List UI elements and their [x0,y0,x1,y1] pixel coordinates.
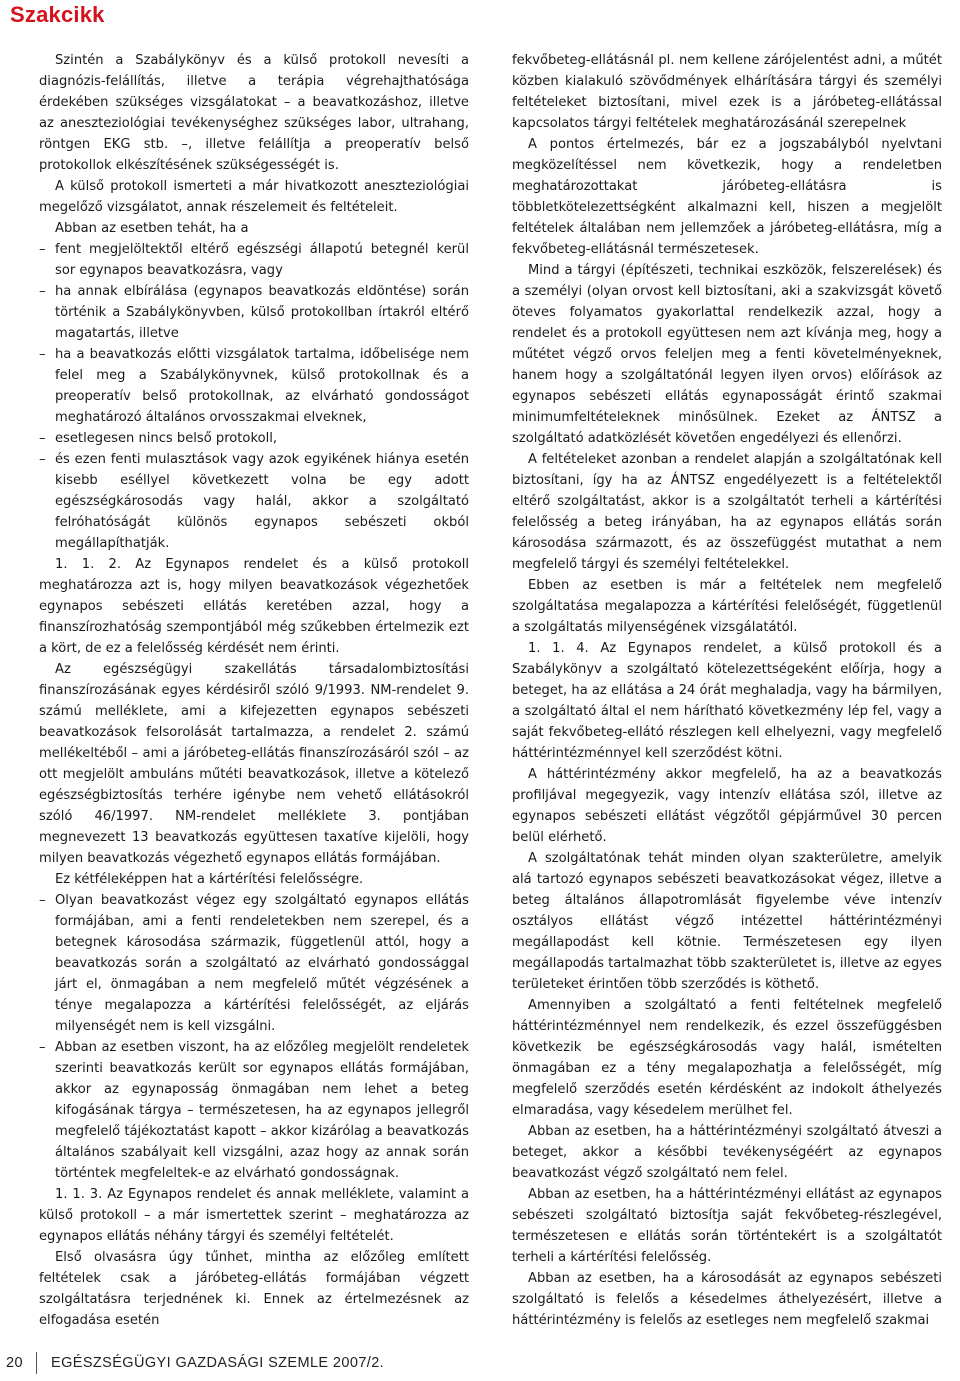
paragraph: 1. 1. 3. Az Egynapos rendelet és annak melléklete, valamint a külső protokoll – a már ismertettek szerint – meghatározza az egynapos ellátás néhány tárgyi és személyi feltételét. [39,1187,469,1244]
dash-list-item [39,344,469,428]
dash-marker [39,347,55,362]
dash-list-item-text: Abban az esetben viszont, ha az előzőleg megjelölt rendeletek szerinti beavatkozás került sor egynapos ellátás formájában, akkor az egynaposság önmagában nem lehet a beteg kifogásának tárgya – természetesen, ha az egynapos jellegről megfelelő tájékoztatást kapott – akkor kizárólag a beavatkozás általános szabályait kell vizsgálni, azaz hogy az annak során történtek megfeleltek-e az elvárható gondosságnak. [55,1040,469,1181]
dash-list-item [39,890,469,1037]
dash-marker [39,284,55,299]
paragraph: 1. 1. 4. Az Egynapos rendelet, a külső protokoll és a Szabálykönyv a szolgáltató kötelezettségeként előírja, hogy a beteget, ha az ellátása a 24 órát meghaladja, vagy ha bármilyen, a szolgáltató által el nem hárítható következmény lép fel, vagy a saját fekvőbeteg-ellátó részlegen kell elhelyezni, vagy megfelelő háttérintézménnyel kell szerződést kötni. [512,641,942,761]
journal-title: EGÉSZSÉGÜGYI GAZDASÁGI SZEMLE 2007/2. [51,1355,385,1371]
paragraph: Abban az esetben, ha a háttérintézményi ellátást az egynapos sebészeti szolgáltató biztosítja saját fekvőbeteg-részlegével, természetesen e ellátás során történtekért is a szolgáltatót terheli a kártérítési felelősség. [512,1187,942,1265]
dash-marker [39,452,55,467]
paragraph: Mind a tárgyi (építészeti, technikai eszközök, felszerelések) és a személyi (olyan orvost kell biztosítani, aki a szakvizsgát követő öteves folyamatos gyakorlattal rendelkezik azzal, hogy a rendelet és a protokoll együttesen nem azt kívánja meg, hogy a műtétet végző orvos feleljen meg a fenti követelményeknek, hanem hogy a szolgáltatónál legyen ilyen orvos) előírások az egynapos sebészeti ellátás egynaposságát érintő szakmai minimumfeltételeknek minősülnek. Ezeket az ÁNTSZ a szolgáltató adatközlését követően engedélyezi és ellenőrzi. [512,263,942,446]
left-column [39,50,469,1331]
dash-list-item-text: és ezen fenti mulasztások vagy azok egyikének hiánya esetén kisebb eséllyel következett volna be egy adott egészségkárosodás vagy halál, akkor a szolgáltató felróhatóságát különös egynapos sebészeti okból megállapíthatják. [55,452,469,551]
paragraph: A pontos értelmezés, bár ez a jogszabályból nyelvtani megközelítéssel nem következik, hogy a rendeletben meghatározottakat járóbeteg-ellátásra is többletkötelezettségként alkalmazni kell, hiszen a megjelölt feltételek általában nem jellemzőek a járóbeteg-ellátásra, míg a fekvőbeteg-ellátásnál természetesek. [512,137,942,257]
paragraph: Amennyiben a szolgáltató a fenti feltételnek megfelelő háttérintézménnyel nem rendelkezik, és ezzel összefüggésben következik be egészségkárosodás vagy halál, ismételten önmagában ez a tény megalapozhatja a felelősségét, míg megfelelő szerződés esetén kérdésként az indokolt áthelyezés elmaradása, vagy késedelem merülhet fel. [512,998,942,1118]
paragraph: Az egészségügyi szakellátás társadalombiztosítási finanszírozásának egyes kérdésiről szóló 9/1993. NM-rendelet 9. számú melléklete, ami a kifejezetten egynapos sebészeti beavatkozások felsorolását tartalmazza, a rendelet 2. számú mellékeltéből – ami a járóbeteg-ellátás finanszírozásáról szól – az ott megjelölt ambuláns műtéti beavatkozások, illetve a kötelező egészségbiztosítás terhére igénybe nem vehető ellátásokról szóló 46/1997. NM-rendelet melléklete 3. pontjában megnevezett 13 beavatkozás együttesen taxatíve kijelöli, hogy milyen beavatkozás végezhető egynapos ellátás formájában. [39,662,469,866]
dash-list-item-text: fent megjelöltektől eltérő egészségi állapotú betegnél kerül sor egynapos beavatkozásra, vagy [55,242,469,278]
right-column [512,50,942,1331]
paragraph: 1. 1. 2. Az Egynapos rendelet és a külső protokoll meghatározza azt is, hogy milyen beavatkozások végezhetőek egynapos sebészeti ellátás keretében azzal, hogy a finanszírozhatóság szempontjából még szűkebben értelmezik ezt a kört, de ez a felelősség kérdését nem érinti. [39,557,469,656]
dash-list-item [39,1037,469,1184]
dash-list-item-text: ha annak elbírálása (egynapos beavatkozás eldöntése) során történik a Szabálykönyvben, külső protokollban írtakról eltérő magatartás, illetve [55,284,469,341]
dash-list-item [39,449,469,554]
footer-divider [36,1352,37,1374]
dash-marker [39,1040,55,1055]
page-footer [6,1352,384,1374]
dash-list-item-text: esetlegesen nincs belső protokoll, [55,431,278,446]
paragraph: A háttérintézmény akkor megfelelő, ha az a beavatkozás profiljával megegyezik, vagy intenzív ellátása szól, illetve az egynapos sebészeti ellátást végzőtől gépjárművel 30 percen belül elérhető. [512,767,942,845]
dash-marker [39,242,55,257]
paragraph: Ebben az esetben is már a feltételek nem megfelelő szolgáltatása megalapozza a kártérítési felelőségét, függetlenül a szolgáltatás milyenségének vizsgálatától. [512,578,942,635]
section-title: Szakcikk [10,2,105,27]
dash-marker [39,431,55,446]
paragraph: Ez kétféleképpen hat a kártérítési felelősségre. [55,872,364,887]
dash-list-item [39,281,469,344]
dash-list-item [39,239,469,281]
dash-list-item [39,428,469,449]
dash-marker [39,893,55,908]
paragraph: Első olvasásra úgy tűnhet, mintha az előzőleg említett feltételek csak a járóbeteg-ellátás formájában végzett szolgáltatásra terjednének ki. Ennek az értelmezésnek az elfogadása esetén [39,1250,469,1328]
paragraph: A feltételeket azonban a rendelet alapján a szolgáltatónak kell biztosítani, így ha az ÁNTSZ engedélyezett is a feltételektől eltérő szolgáltatást, akkor is a szolgáltatót terheli a kártérítési felelősség a beteg irányában, ha az egynapos ellátás során károsodása származott, és az összefüggést mutathat a nem megfelelő tárgyi és személyi feltételekkel. [512,452,942,572]
paragraph: Abban az esetben tehát, ha a [55,221,249,236]
paragraph: Abban az esetben, ha a károsodását az egynapos sebészeti szolgáltató is felelős a késedelmes áthelyezésért, illetve a háttérintézmény is felelős az esetleges nem megfelelő szakmai [512,1271,942,1328]
dash-list-item-text: ha a beavatkozás előtti vizsgálatok tartalma, időbelisége nem felel meg a Szabálykönyvnek, külső protokollnak és a preoperatív belső protokollnak, az elvárható gondosságot meghatározó általános orvosszakmai elveknek, [55,347,469,425]
paragraph: Abban az esetben, ha a háttérintézményi szolgáltató átveszi a beteget, akkor a későbbi tevékenységéért az egynapos beavatkozást végző szolgáltató nem felel. [512,1124,942,1181]
paragraph: Szintén a Szabálykönyv és a külső protokoll nevesíti a diagnózis-felállítás, illetve a terápia végrehajthatósága érdekében szükséges vizsgálatokat – a beavatkozáshoz, illetve az aneszteziológiai tevékenységhez szükséges labor, ultrahang, röntgen EKG stb. –, illetve felállítja a preoperatív belső protokollok elkészítésének szükségességét is. [39,53,469,173]
paragraph: A külső protokoll ismerteti a már hivatkozott aneszteziológiai megelőző vizsgálatot, annak részelemeit és feltételeit. [39,179,469,215]
page-number: 20 [6,1355,23,1371]
paragraph: A szolgáltatónak tehát minden olyan szakterületre, amelyik alá tartozó egynapos sebészeti beavatkozásokat végez, illetve a beteg általános állapotromlását figyelembe véve intenzív osztályos ellátást végző intézettel háttérintézményi megállapodást kell kötnie. Természetesen egy ilyen megállapodás tartalmazhat több szakterületet is, illetve az egyes területeket érintően több szerződés is köthető. [512,851,942,992]
dash-list-item-text: Olyan beavatkozást végez egy szolgáltató egynapos ellátás formájában, ami a fenti rendeletekben nem szerepel, és a betegnek károsodása származik, függetlenül attól, hogy a beavatkozás során a szolgáltató az elvárható gondossággal járt el, önmagában a nem megfelelő műtét végzésének a ténye megalapozza a kártérítési felelősségét, az eljárás milyenségét nem is kell vizsgálni. [55,893,469,1034]
paragraph-continuation: fekvőbeteg-ellátásnál pl. nem kellene zárójelentést adni, a műtét közben kialakuló szövődmények elhárítására tárgyi és személyi feltételeket biztosítani, mivel ezek is a járóbeteg-ellátással kapcsolatos tárgyi feltételek meghatározásánál szerepelnek [512,53,942,131]
